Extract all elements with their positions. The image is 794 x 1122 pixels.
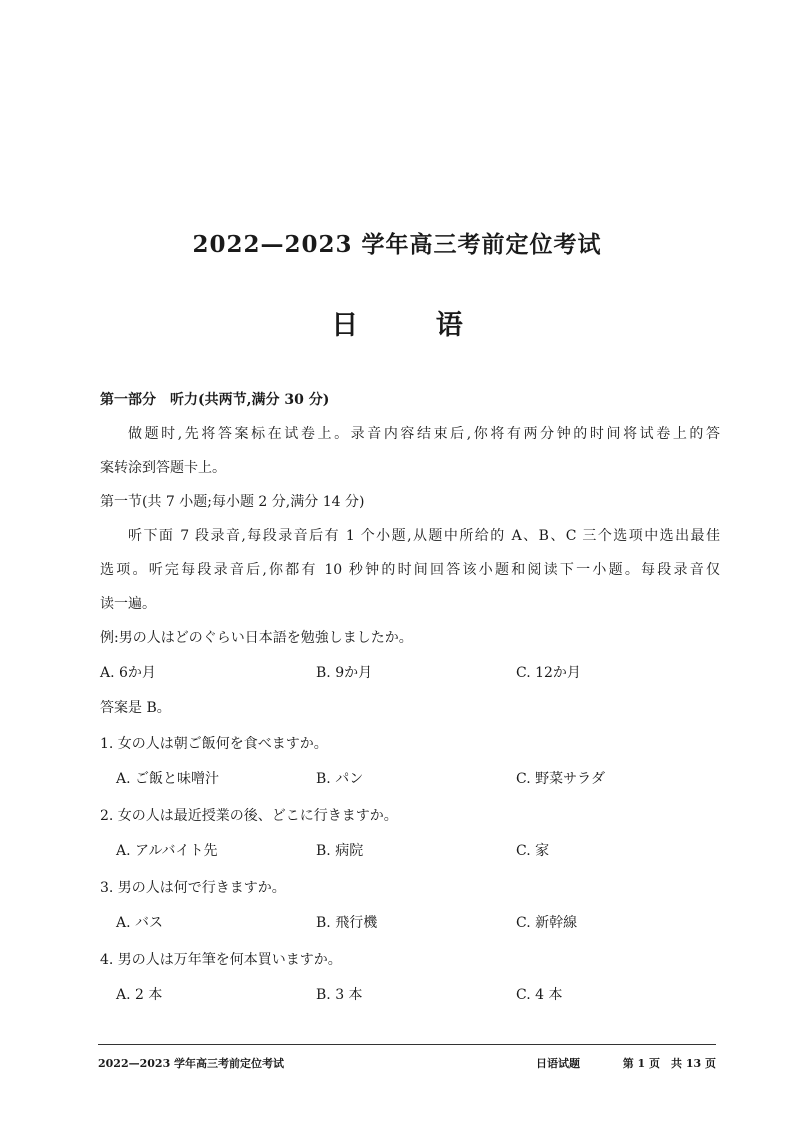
exam-title: 2022—2023 学年高三考前定位考试: [192, 231, 602, 258]
question-1-option-b: B. パン: [316, 771, 364, 787]
example-option-a: A. 6か月: [100, 665, 156, 681]
section1-line-3: 读一遍。: [100, 596, 156, 612]
question-3: 3. 男の人は何で行きますか。: [100, 880, 286, 896]
example-option-c: C. 12か月: [516, 665, 581, 681]
subject-title: 日 语: [331, 310, 497, 341]
example-question: 例:男の人はどのぐらい日本語を勉強しましたか。: [100, 630, 413, 646]
instruction-line-1: 做题时,先将答案标在试卷上。录音内容结束后,你将有两分钟的时间将试卷上的答: [128, 426, 720, 442]
question-1-options: [100, 761, 720, 797]
footer-exam-title: 2022—2023 学年高三考前定位考试: [98, 1057, 285, 1070]
section1-heading: 第一节(共 7 小题;每小题 2 分,满分 14 分): [100, 494, 365, 510]
section1-line-1: 听下面 7 段录音,每段录音后有 1 个小题,从题中所给的 A、B、C 三个选项中选出最佳: [128, 528, 720, 544]
question-3-option-a: A. バス: [116, 915, 164, 931]
page-footer: [98, 1054, 716, 1072]
example-option-b: B. 9か月: [316, 665, 373, 681]
question-1-option-a: A. ご飯と味噌汁: [116, 771, 220, 787]
instruction-line-2: 案转涂到答题卡上。: [100, 460, 226, 476]
question-3-options: [100, 905, 720, 941]
footer-page-number: 第 1 页 共 13 页: [622, 1057, 716, 1070]
question-2-option-a: A. アルバイト先: [116, 843, 218, 859]
question-2-option-c: C. 家: [516, 843, 550, 859]
question-4-options: [100, 977, 720, 1013]
footer-subject: 日语试题: [536, 1057, 580, 1070]
question-4-option-a: A. 2 本: [116, 987, 163, 1003]
question-4-option-c: C. 4 本: [516, 987, 563, 1003]
section1-line-2: 选项。听完每段录音后,你都有 10 秒钟的时间回答该小题和阅读下一小题。每段录音仅: [100, 562, 720, 578]
question-2-option-b: B. 病院: [316, 843, 364, 859]
example-answer: 答案是 B。: [100, 700, 171, 716]
question-1-option-c: C. 野菜サラダ: [516, 771, 605, 787]
part1-heading: 第一部分 听力(共两节,满分 30 分): [100, 392, 330, 408]
question-3-option-c: C. 新幹線: [516, 915, 578, 931]
question-4: 4. 男の人は万年筆を何本買いますか。: [100, 952, 342, 968]
question-2-options: [100, 833, 720, 869]
question-3-option-b: B. 飛行機: [316, 915, 378, 931]
question-4-option-b: B. 3 本: [316, 987, 363, 1003]
example-options: [100, 655, 720, 691]
question-1: 1. 女の人は朝ご飯何を食べますか。: [100, 736, 328, 752]
page-content: [100, 383, 720, 1013]
question-2: 2. 女の人は最近授業の後、どこに行きますか。: [100, 808, 398, 824]
footer-divider: [98, 1044, 716, 1045]
